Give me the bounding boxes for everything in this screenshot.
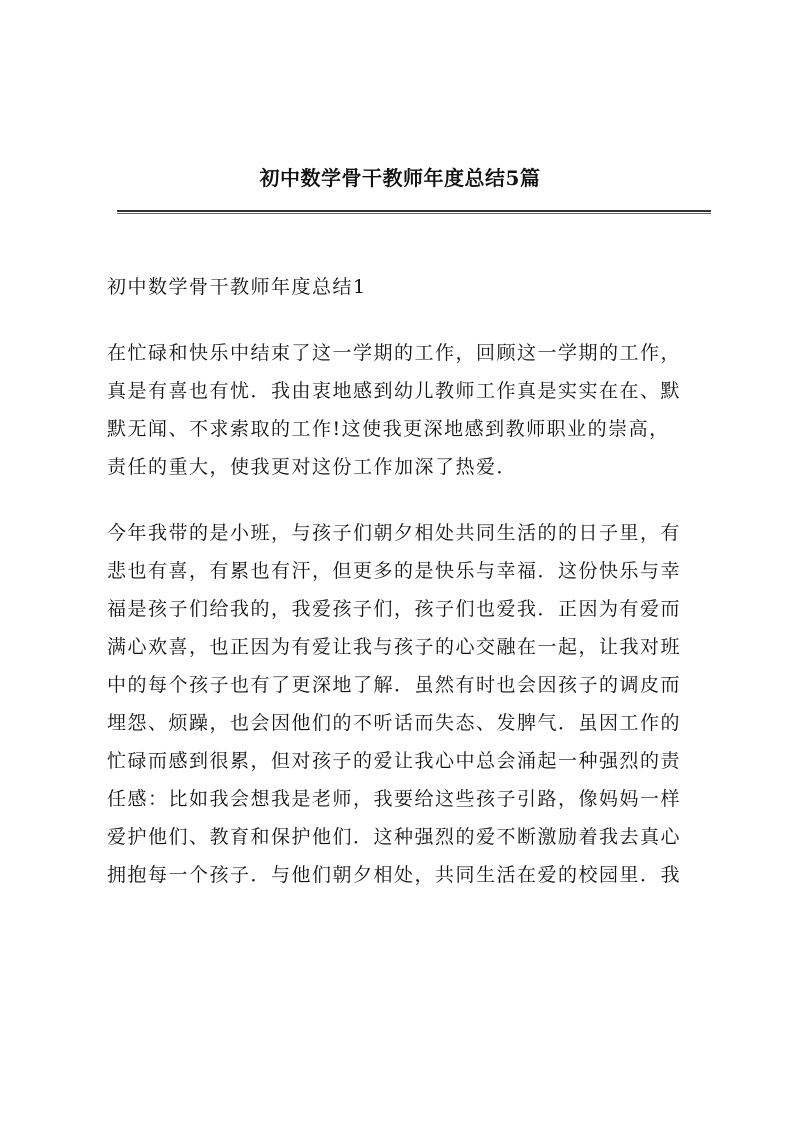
paragraph-line: 任感：比如我会想我是老师，我要给这些孩子引路，像妈妈一样	[107, 788, 682, 810]
document-body	[107, 268, 707, 922]
paragraph-line: 悲也有喜，有累也有汗，但更多的是快乐与幸福．这份快乐与幸	[107, 560, 682, 582]
paragraph-line: 福是孩子们给我的，我爱孩子们，孩子们也爱我．正因为有爱而	[107, 598, 682, 620]
paragraph-line: 埋怨、烦躁，也会因他们的不听话而失态、发脾气．虽因工作的	[107, 712, 682, 734]
paragraph-line: 中的每个孩子也有了更深地了解．虽然有时也会因孩子的调皮而	[107, 674, 682, 696]
title-divider	[117, 210, 711, 212]
paragraph-line: 拥抱每一个孩子．与他们朝夕相处，共同生活在爱的校园里．我	[107, 864, 682, 886]
paragraph-line: 今年我带的是小班，与孩子们朝夕相处共同生活的的日子里，有	[107, 522, 682, 544]
paragraph-line: 在忙碌和快乐中结束了这一学期的工作，回顾这一学期的工作，	[107, 342, 682, 364]
paragraph-line: 默无闻、不求索取的工作!这使我更深地感到教师职业的崇高，	[107, 418, 670, 440]
paragraph-line: 爱护他们、教育和保护他们．这种强烈的爱不断激励着我去真心	[107, 826, 682, 848]
paragraph-line: 满心欢喜，也正因为有爱让我与孩子的心交融在一起，让我对班	[107, 636, 682, 658]
paragraph-line: 真是有喜也有忧．我由衷地感到幼儿教师工作真是实实在在、默	[107, 380, 682, 402]
paragraph-1	[107, 334, 707, 486]
paragraph-line: 责任的重大，使我更对这份工作加深了热爱．	[107, 456, 518, 478]
document-title: 初中数学骨干教师年度总结5篇	[259, 166, 541, 190]
paragraph-line: 忙碌而感到很累，但对孩子的爱让我心中总会涌起一种强烈的责	[107, 750, 682, 772]
section-heading: 初中数学骨干教师年度总结1	[107, 276, 367, 298]
paragraph-2	[107, 514, 707, 894]
